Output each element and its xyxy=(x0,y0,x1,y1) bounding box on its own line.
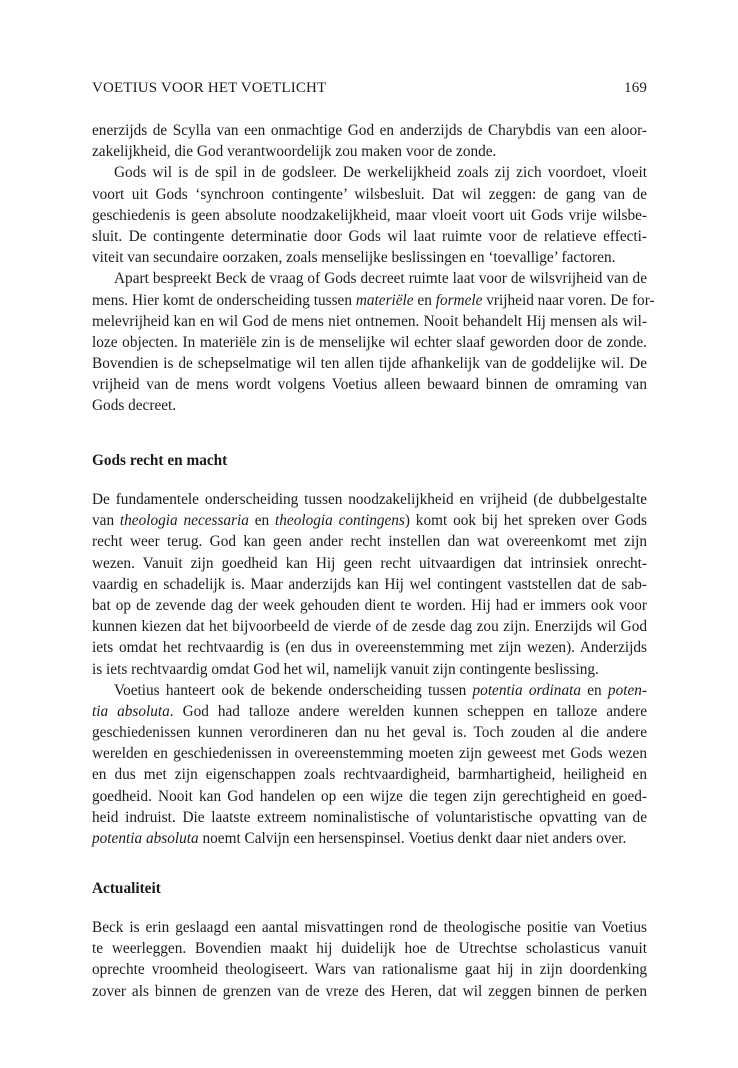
italic-term: formele xyxy=(435,291,483,309)
text-line: iets omdat het rechtvaardig is (en dus in overeenstemming met zijn wezen). Anderzijds xyxy=(92,639,647,657)
text-line: Apart bespreekt Beck de vraag of Gods decreet ruimte laat voor de wilsvrijheid van de xyxy=(114,270,647,288)
text-line: heid indruist. Die laatste extreem nominalistische of voluntaristische opvatting van de xyxy=(92,808,647,826)
text-line: Beck is erin geslaagd een aantal misvattingen rond de theologische positie van Voetius xyxy=(92,919,647,936)
text-line: voort uit Gods ‘synchroon contingente’ wilsbesluit. Dat wil zeggen: de gang van de xyxy=(92,185,647,203)
running-title: VOETIUS VOOR HET VOETLICHT xyxy=(92,80,327,96)
italic-term: materiële xyxy=(355,291,414,309)
text-line: te weerleggen. Bovendien maakt hij duidelijk hoe de Utrechtse scholasticus vanuit xyxy=(92,940,647,958)
section-gods-recht-text xyxy=(92,489,647,849)
text-line: Gods wil is de spil in de godsleer. De werkelijkheid zoals zij zich voordoet, vloeit xyxy=(114,164,647,182)
text-line: vrijheid van de mens wordt volgens Voetius alleen bewaard binnen de omraming van xyxy=(92,376,647,394)
italic-term: theologia contingens xyxy=(275,512,405,530)
text-line: geschiedenissen kunnen verordineren dan nu het geval is. Toch zouden al die andere xyxy=(92,724,647,742)
text-line: recht weer terug. God kan geen ander recht instellen dan wat overeenkomt met zijn xyxy=(92,533,647,551)
italic-term: potentia absoluta xyxy=(92,830,199,847)
text-line: van theologia necessaria en theologia contingens) komt ook bij het spreken over Gods xyxy=(92,512,647,530)
text-line: tia absoluta. God had talloze andere werelden kunnen scheppen en talloze andere xyxy=(92,702,647,720)
text-line: melevrijheid kan en wil God de mens niet ontnemen. Nooit behandelt Hij mensen als wil- xyxy=(92,312,647,330)
italic-term: potentia ordinata xyxy=(472,681,582,699)
section-intro-text xyxy=(92,120,655,417)
italic-term: tia absoluta xyxy=(92,702,170,720)
text-line: vaardig en schadelijk is. Maar anderzijds kan Hij wel contingent vaststellen dat de sab- xyxy=(92,575,647,593)
text-line: en dus met zijn eigenschappen zoals rechtvaardigheid, barmhartigheid, heiligheid en xyxy=(92,766,647,784)
text-line: De fundamentele onderscheiding tussen noodzakelijkheid en vrijheid (de dubbelgestalte xyxy=(92,491,647,508)
text-line: werelden en geschiedenissen in overeenstemming moeten zijn geweest met Gods wezen xyxy=(92,745,647,763)
text-line: goedheid. Nooit kan God handelen op een wijze die tegen zijn gerechtigheid en goed- xyxy=(92,787,647,805)
page-number: 169 xyxy=(624,80,647,96)
italic-term: poten- xyxy=(607,681,648,699)
text-line: enerzijds de Scylla van een onmachtige God en anderzijds de Charybdis van een aloor- xyxy=(92,122,647,139)
text-line: bat op de zevende dag der week gehouden dient te worden. Hij had er immers ook voor xyxy=(92,596,647,614)
text-line: Voetius hanteert ook de bekende onderscheiding tussen potentia ordinata en poten- xyxy=(114,681,648,699)
text-line: wezen. Vanuit zijn goedheid kan Hij geen recht uitvaardigen dat intrinsiek onrecht- xyxy=(92,554,647,572)
text-line: oprechte vroomheid theologiseert. Wars van rationalisme gaat hij in zijn doordenking xyxy=(92,961,647,979)
text-line: Gods decreet. xyxy=(92,397,177,415)
text-line: kunnen kiezen dat het bijvoorbeeld de vierde of de zesde dag zou zijn. Enerzijds wil God xyxy=(92,618,647,636)
italic-term: theologia necessaria xyxy=(119,512,249,530)
text-line: potentia absoluta noemt Calvijn een hersenspinsel. Voetius denkt daar niet anders over. xyxy=(92,830,627,847)
text-line: zover als binnen de grenzen van de vreze des Heren, dat wil zeggen binnen de perken xyxy=(92,982,647,1000)
text-line: geschiedenis is geen absolute noodzakelijkheid, maar vloeit voort uit Gods vrije wilsbe- xyxy=(92,206,647,224)
text-line: Bovendien is de schepselmatige wil ten allen tijde afhankelijk van de goddelijke wil. De xyxy=(92,355,647,373)
text-line: is iets rechtvaardig omdat God het wil, namelijk vanuit zijn contingente beslissing. xyxy=(92,660,599,678)
text-line: viteit van secundaire oorzaken, zoals menselijke beslissingen en ‘toevallige’ factoren. xyxy=(92,249,616,267)
text-line: loze objecten. In materiële zin is de menselijke wil echter slaaf geworden door de zonde. xyxy=(92,333,647,351)
text-line: mens. Hier komt de onderscheiding tussen materiële en formele vrijheid naar voren. De for- xyxy=(92,291,655,309)
section-heading-gods-recht: Gods recht en macht xyxy=(92,452,228,469)
section-actualiteit-text xyxy=(92,917,647,1002)
text-line: sluit. De contingente determinatie door Gods wil laat ruimte voor de relatieve effecti- xyxy=(92,227,647,245)
text-line: zakelijkheid, die God verantwoordelijk zou maken voor de zonde. xyxy=(92,143,497,161)
section-heading-actualiteit: Actualiteit xyxy=(92,880,161,897)
